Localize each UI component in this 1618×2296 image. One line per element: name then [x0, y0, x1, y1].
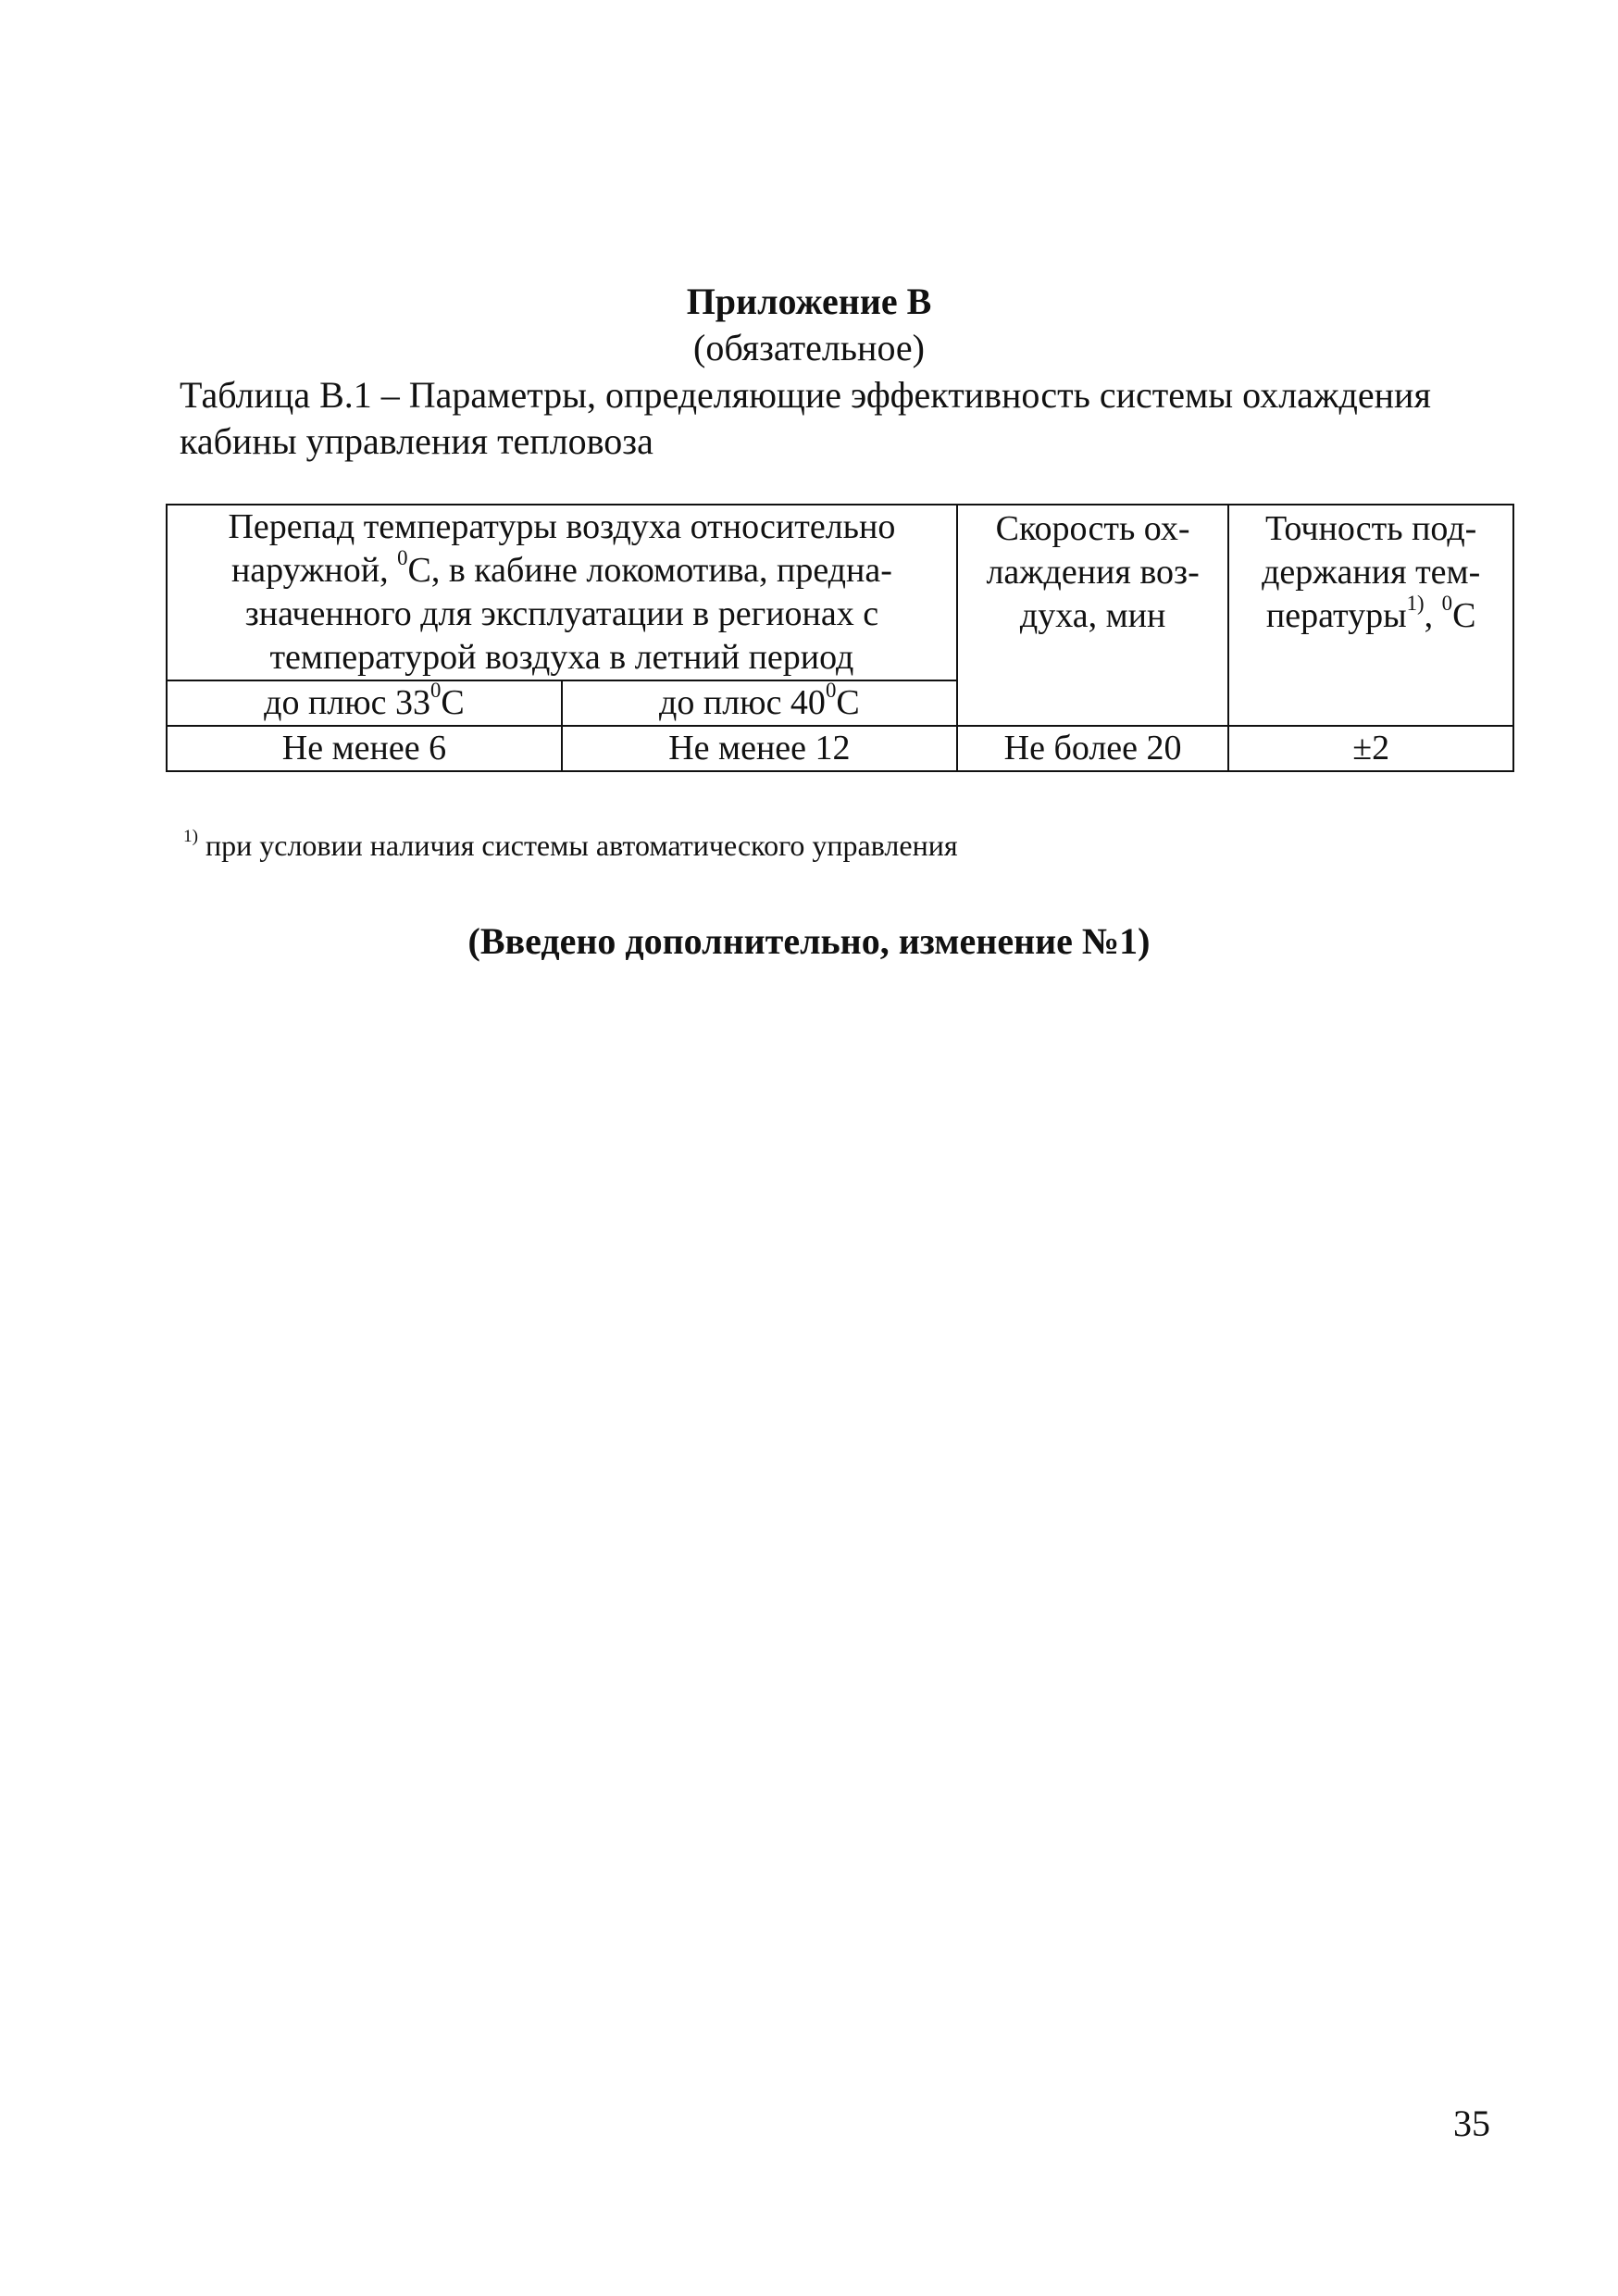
header-accuracy-line1: Точность под-	[1265, 509, 1477, 548]
subheader-33c	[167, 680, 562, 726]
header-accuracy-line3-text: пературы	[1265, 596, 1407, 635]
header-temperature-line2-rest: С, в кабине локомотива, предна-	[407, 551, 892, 590]
header-speed-line2: лаждения воз-	[986, 553, 1200, 592]
header-temperature-line2	[173, 545, 951, 593]
header-accuracy-unit: С	[1452, 596, 1476, 635]
header-speed-line3: духа, мин	[1019, 596, 1166, 635]
page-number: 35	[1453, 2103, 1490, 2144]
header-temperature-difference	[167, 505, 957, 680]
subheader-40c-text: до плюс 40	[659, 683, 826, 722]
footnote-ref-superscript: 1)	[1406, 591, 1425, 615]
footnote-marker: 1)	[183, 826, 198, 846]
parameters-table	[166, 504, 1514, 772]
degree-superscript: 0	[1441, 591, 1453, 615]
degree-superscript: 0	[825, 678, 837, 702]
subheader-33c-text: до плюс 33	[264, 683, 431, 722]
cell-accuracy: ±2	[1228, 726, 1513, 771]
footnote-text: при условии наличия системы автоматического управления	[197, 829, 958, 862]
header-speed-line1: Скорость ох-	[995, 509, 1190, 548]
header-temperature-line2-text: наружной,	[230, 551, 398, 590]
appendix-status: (обязательное)	[693, 327, 925, 368]
cell-min-40c: Не менее 12	[562, 726, 957, 771]
header-temperature-line3: значенного для эксплуатации в регионах с	[244, 594, 879, 633]
header-temperature-line4: температурой воздуха в летний период	[269, 638, 854, 677]
table-header-row	[167, 505, 1513, 680]
header-accuracy-line3	[1235, 591, 1507, 638]
amendment-note: (Введено дополнительно, изменение №1)	[467, 920, 1151, 962]
table-row	[167, 726, 1513, 771]
header-accuracy-comma: ,	[1424, 596, 1442, 635]
subheader-40c	[562, 680, 957, 726]
header-cooling-speed	[957, 505, 1229, 726]
header-temperature-accuracy	[1228, 505, 1513, 726]
table-caption: Таблица В.1 – Параметры, определяющие эффективность системы охлаждения кабины управления тепловоза	[180, 374, 1431, 462]
degree-superscript: 0	[397, 545, 408, 569]
degree-superscript: 0	[430, 678, 442, 702]
appendix-title: Приложение В	[686, 281, 932, 322]
header-accuracy-line2: держания тем-	[1262, 553, 1481, 592]
cell-min-33c: Не менее 6	[167, 726, 562, 771]
subheader-33c-unit: С	[441, 683, 465, 722]
subheader-40c-unit: С	[836, 683, 860, 722]
footnote	[183, 827, 958, 864]
header-temperature-line1: Перепад температуры воздуха относительно	[228, 507, 896, 546]
cell-cooling-speed: Не более 20	[957, 726, 1229, 771]
